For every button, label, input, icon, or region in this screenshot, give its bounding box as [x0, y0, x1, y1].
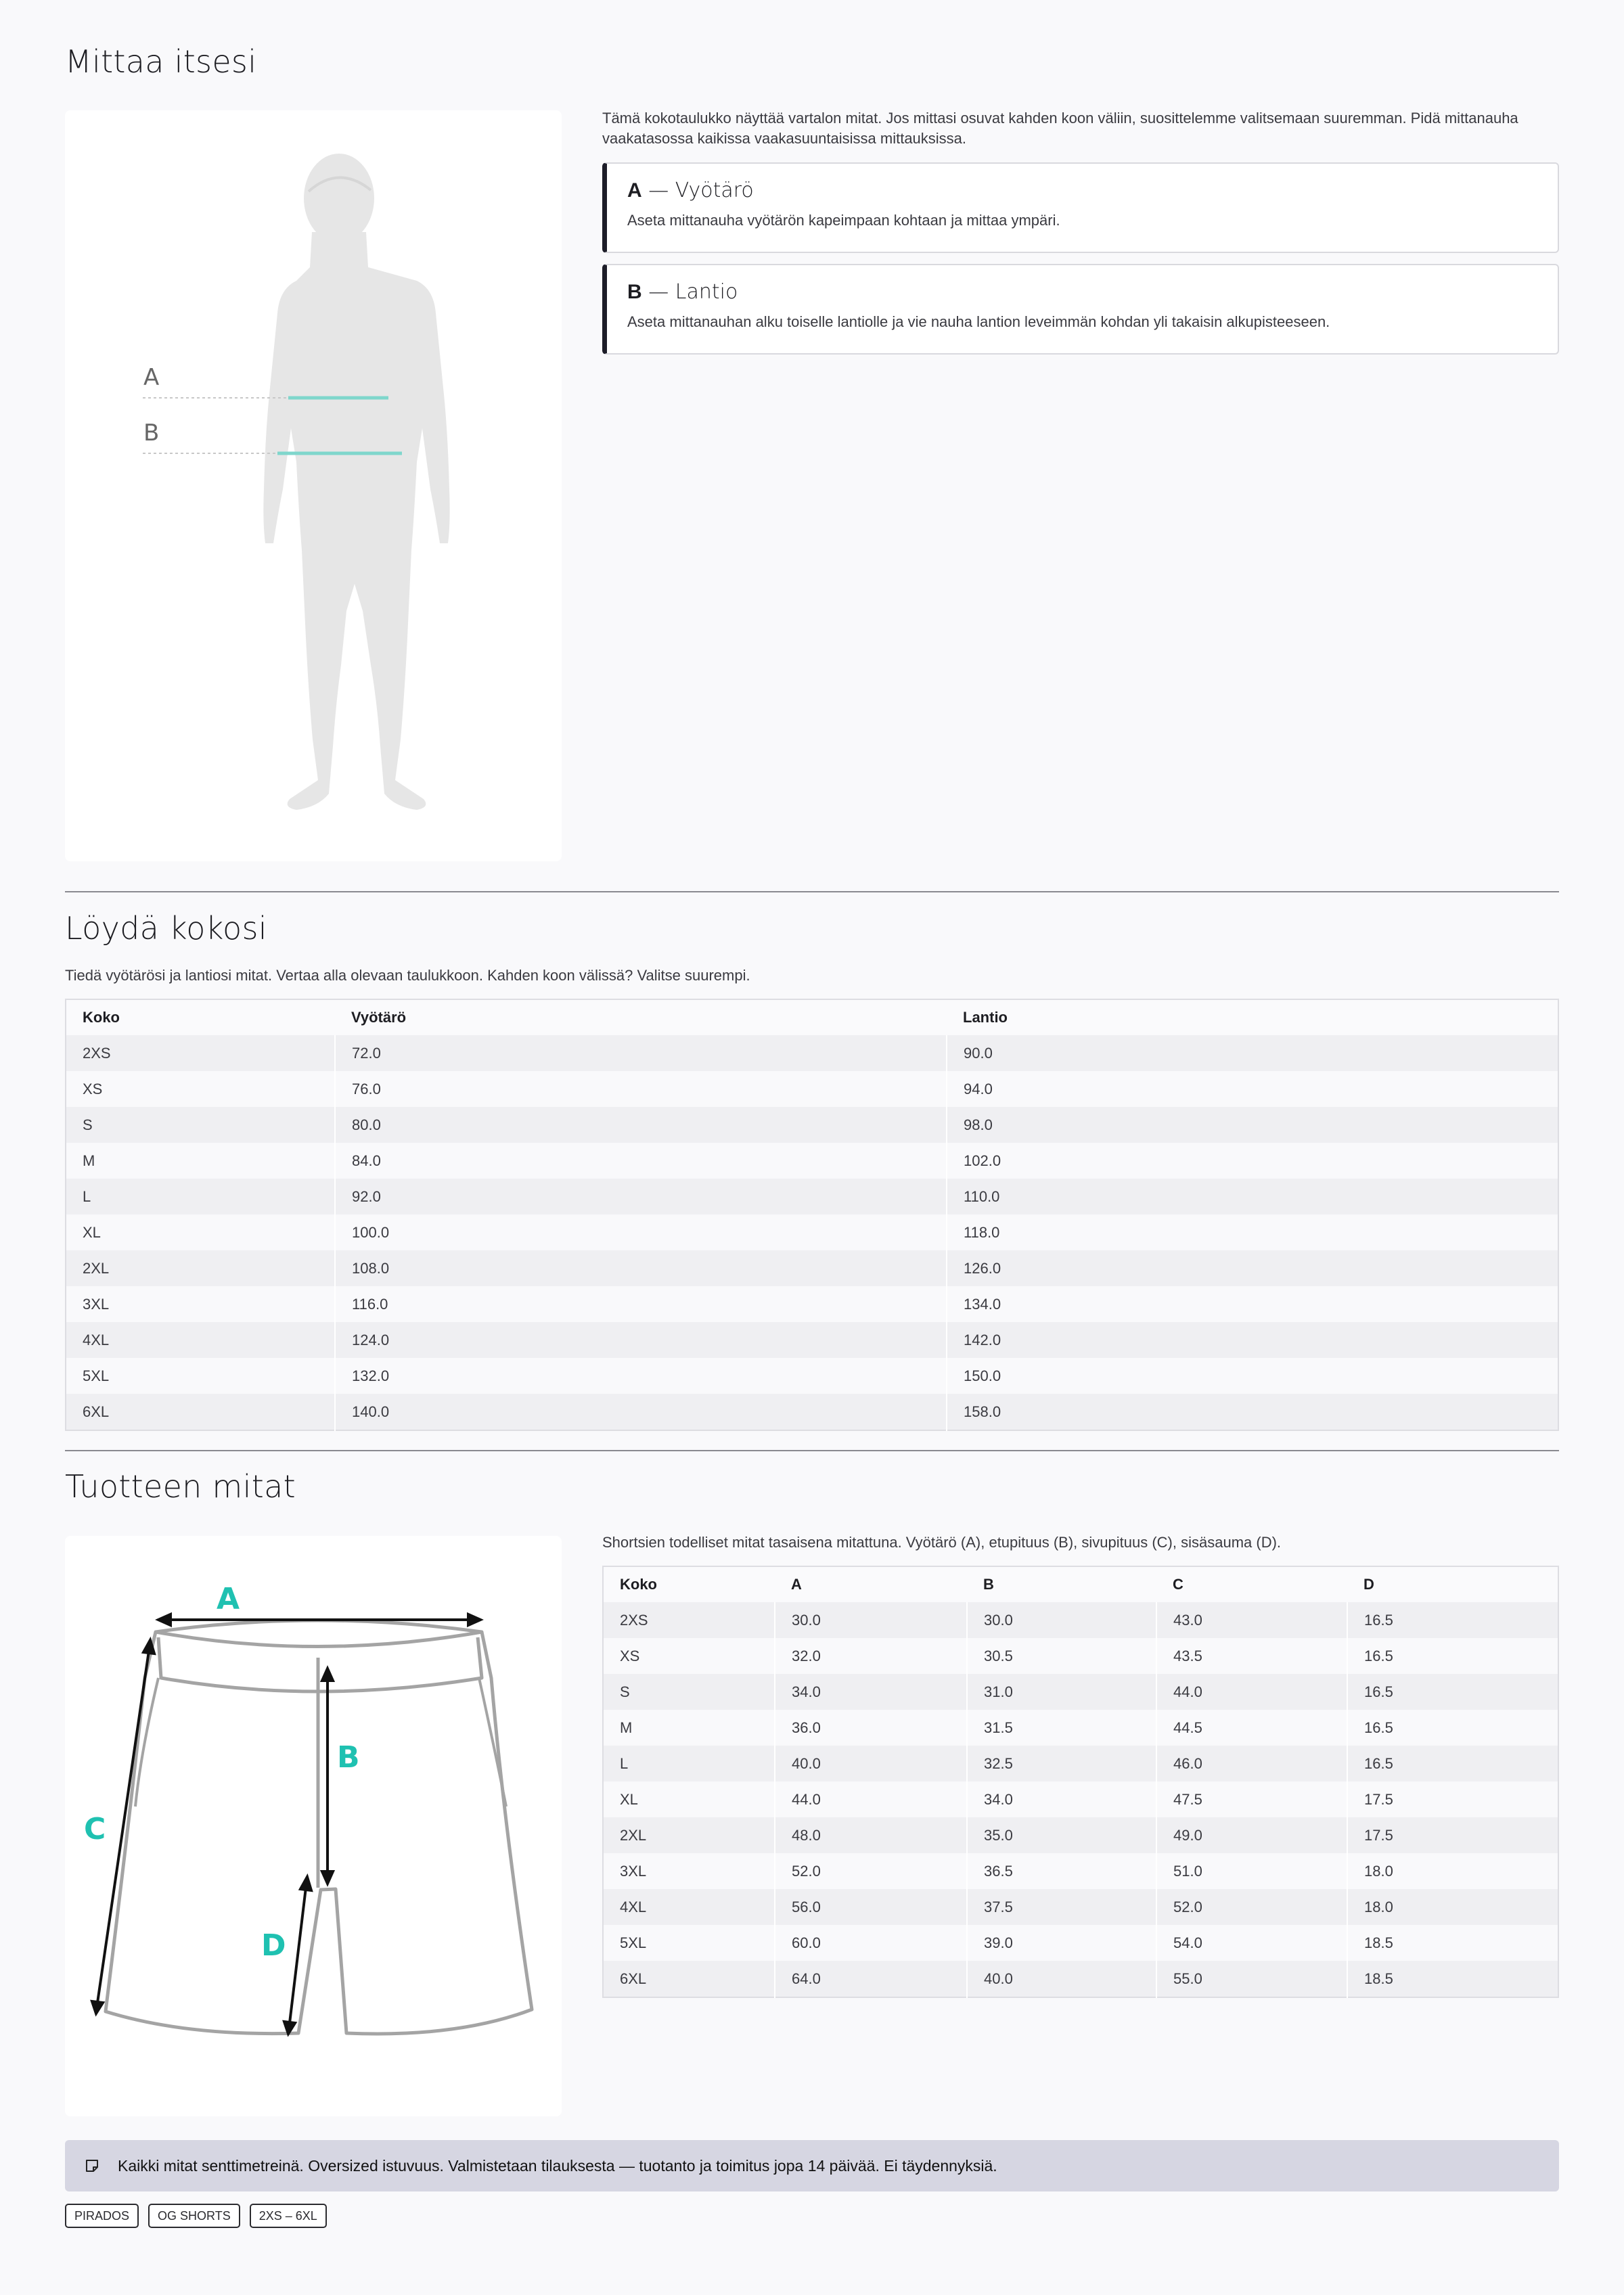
size-cell: XL: [66, 1214, 335, 1250]
measurement-cell: 16.5: [1347, 1710, 1558, 1746]
size-cell: 6XL: [66, 1394, 335, 1430]
size-cell: M: [603, 1710, 775, 1746]
body-silhouette-illustration: [65, 110, 562, 861]
column-header: Koko: [66, 999, 335, 1035]
measurement-cell: 18.5: [1347, 1961, 1558, 1997]
measurement-cell: 46.0: [1156, 1746, 1347, 1781]
shorts-figure-panel: [65, 1536, 562, 2116]
column-header: Vyötärö: [335, 999, 947, 1035]
measurement-cell: 16.5: [1347, 1746, 1558, 1781]
diagram-label-c: C: [84, 1812, 106, 1846]
tag-product[interactable]: OG SHORTS: [148, 2204, 240, 2228]
measurement-cell: 47.5: [1156, 1781, 1347, 1817]
callout-name: — Lantio: [648, 280, 738, 304]
measurement-cell: 142.0: [947, 1322, 1558, 1358]
diagram-label-a: A: [217, 1582, 240, 1616]
size-cell: 2XL: [603, 1817, 775, 1853]
table-header-row: [66, 999, 1558, 1035]
table-row: [66, 1214, 1558, 1250]
measurement-cell: 126.0: [947, 1250, 1558, 1286]
tag-size-range[interactable]: 2XS – 6XL: [250, 2204, 327, 2228]
callout-letter: B: [627, 281, 642, 303]
measurement-cell: 98.0: [947, 1107, 1558, 1143]
table-row: [603, 1853, 1558, 1889]
table-row: [603, 1817, 1558, 1853]
figure-label-b: B: [143, 419, 160, 447]
size-cell: 2XS: [66, 1035, 335, 1071]
table-row: [603, 1746, 1558, 1781]
measurement-cell: 49.0: [1156, 1817, 1347, 1853]
measurement-cell: 44.0: [775, 1781, 967, 1817]
column-header: Koko: [603, 1566, 775, 1602]
diagram-label-b: B: [337, 1740, 360, 1775]
measurement-cell: 60.0: [775, 1925, 967, 1961]
table-row: [66, 1358, 1558, 1394]
measurement-cell: 116.0: [335, 1286, 947, 1322]
size-cell: 6XL: [603, 1961, 775, 1997]
measurement-cell: 34.0: [967, 1781, 1156, 1817]
measurement-cell: 31.0: [967, 1674, 1156, 1710]
table-row: [66, 1286, 1558, 1322]
product-size-table: [602, 1566, 1559, 1998]
size-cell: 3XL: [603, 1853, 775, 1889]
size-cell: 4XL: [603, 1889, 775, 1925]
table-row: [603, 1674, 1558, 1710]
size-cell: XS: [603, 1638, 775, 1674]
table-row: [66, 1394, 1558, 1430]
section-title-product-measurements: Tuotteen mitat: [65, 1468, 296, 1505]
measurement-cell: 52.0: [775, 1853, 967, 1889]
size-cell: XL: [603, 1781, 775, 1817]
measurement-cell: 110.0: [947, 1179, 1558, 1214]
column-header: C: [1156, 1566, 1347, 1602]
measurement-cell: 30.5: [967, 1638, 1156, 1674]
measurement-cell: 17.5: [1347, 1817, 1558, 1853]
note-text: Kaikki mitat senttimetreinä. Oversized istuvuus. Valmistetaan tilauksesta — tuotanto ja toimitus jopa 14 päivää. Ei täydennyksiä.: [118, 2156, 997, 2175]
size-cell: S: [603, 1674, 775, 1710]
size-cell: XS: [66, 1071, 335, 1107]
measurement-cell: 32.0: [775, 1638, 967, 1674]
measurement-cell: 37.5: [967, 1889, 1156, 1925]
measurement-cell: 76.0: [335, 1071, 947, 1107]
shorts-diagram-illustration: [65, 1536, 562, 2116]
measurement-cell: 51.0: [1156, 1853, 1347, 1889]
measurement-cell: 94.0: [947, 1071, 1558, 1107]
callout-desc: Aseta mittanauhan alku toiselle lantiolle ja vie nauha lantion leveimmän kohdan yli takaisin alkupisteeseen.: [627, 313, 1330, 330]
measurement-cell: 39.0: [967, 1925, 1156, 1961]
body-size-table: [65, 999, 1559, 1431]
measurement-cell: 92.0: [335, 1179, 947, 1214]
measurement-cell: 18.5: [1347, 1925, 1558, 1961]
table-row: [603, 1602, 1558, 1638]
info-note: [65, 2140, 1559, 2191]
section-divider: [65, 1450, 1559, 1451]
measurement-cell: 55.0: [1156, 1961, 1347, 1997]
measurement-cell: 52.0: [1156, 1889, 1347, 1925]
measurement-cell: 17.5: [1347, 1781, 1558, 1817]
measure-intro-text: Tämä kokotaulukko näyttää vartalon mitat. Jos mittasi osuvat kahden koon väliin, suosittelemme valitsemaan suuremman. Pidä mittanauha vaakatasossa kaikissa vaakasuuntaisissa mittauksissa.: [602, 110, 1518, 147]
callout-name: — Vyötärö: [648, 179, 754, 202]
measurement-cell: 72.0: [335, 1035, 947, 1071]
measurement-cell: 16.5: [1347, 1602, 1558, 1638]
size-cell: 3XL: [66, 1286, 335, 1322]
size-cell: 2XL: [66, 1250, 335, 1286]
measurement-cell: 32.5: [967, 1746, 1156, 1781]
measurement-cell: 100.0: [335, 1214, 947, 1250]
measurement-cell: 36.0: [775, 1710, 967, 1746]
measurement-cell: 40.0: [967, 1961, 1156, 1997]
callout-hip: [602, 264, 1559, 355]
measurement-cell: 150.0: [947, 1358, 1558, 1394]
table-row: [603, 1961, 1558, 1997]
size-cell: M: [66, 1143, 335, 1179]
table-row: [66, 1250, 1558, 1286]
diagram-label-d: D: [261, 1928, 286, 1963]
table-row: [603, 1889, 1558, 1925]
measurement-cell: 80.0: [335, 1107, 947, 1143]
table-row: [66, 1071, 1558, 1107]
table-row: [603, 1781, 1558, 1817]
size-cell: 2XS: [603, 1602, 775, 1638]
size-cell: S: [66, 1107, 335, 1143]
column-header: A: [775, 1566, 967, 1602]
measurement-cell: 102.0: [947, 1143, 1558, 1179]
note-icon: [85, 2159, 99, 2173]
table-row: [603, 1638, 1558, 1674]
column-header: Lantio: [947, 999, 1558, 1035]
measurement-cell: 40.0: [775, 1746, 967, 1781]
callout-desc: Aseta mittanauha vyötärön kapeimpaan kohtaan ja mittaa ympäri.: [627, 212, 1060, 229]
section-title-find-size: Löydä kokosi: [65, 910, 267, 947]
table-row: [66, 1035, 1558, 1071]
measurement-cell: 34.0: [775, 1674, 967, 1710]
measurement-cell: 132.0: [335, 1358, 947, 1394]
measurement-cell: 118.0: [947, 1214, 1558, 1250]
measurement-cell: 44.0: [1156, 1674, 1347, 1710]
measurement-cell: 30.0: [775, 1602, 967, 1638]
measurement-cell: 43.0: [1156, 1602, 1347, 1638]
measurement-cell: 56.0: [775, 1889, 967, 1925]
measurement-cell: 16.5: [1347, 1674, 1558, 1710]
table-row: [66, 1322, 1558, 1358]
column-header: B: [967, 1566, 1156, 1602]
measurement-cell: 30.0: [967, 1602, 1156, 1638]
size-cell: 5XL: [603, 1925, 775, 1961]
size-cell: L: [603, 1746, 775, 1781]
product-measurements-intro-text: Shortsien todelliset mitat tasaisena mitattuna. Vyötärö (A), etupituus (B), sivupituus (C), sisäsauma (D).: [602, 1534, 1282, 1551]
table-header-row: [603, 1566, 1558, 1602]
measurement-cell: 18.0: [1347, 1889, 1558, 1925]
measurement-cell: 31.5: [967, 1710, 1156, 1746]
measurement-cell: 48.0: [775, 1817, 967, 1853]
measurement-cell: 140.0: [335, 1394, 947, 1430]
callout-letter: A: [627, 179, 642, 202]
measurement-cell: 90.0: [947, 1035, 1558, 1071]
measurement-cell: 43.5: [1156, 1638, 1347, 1674]
table-row: [603, 1710, 1558, 1746]
section-divider: [65, 891, 1559, 892]
measurement-cell: 54.0: [1156, 1925, 1347, 1961]
table-row: [66, 1179, 1558, 1214]
column-header: D: [1347, 1566, 1558, 1602]
measurement-cell: 36.5: [967, 1853, 1156, 1889]
body-figure-panel: [65, 110, 562, 861]
measurement-cell: 134.0: [947, 1286, 1558, 1322]
tag-list: [65, 2204, 327, 2228]
section-title-measure: Mittaa itsesi: [65, 43, 257, 80]
measurement-cell: 18.0: [1347, 1853, 1558, 1889]
tag-brand[interactable]: PIRADOS: [65, 2204, 139, 2228]
find-size-intro-text: Tiedä vyötärösi ja lantiosi mitat. Vertaa alla olevaan taulukkoon. Kahden koon välissä? Valitse suurempi.: [65, 967, 750, 984]
measurement-cell: 84.0: [335, 1143, 947, 1179]
size-cell: 4XL: [66, 1322, 335, 1358]
table-row: [603, 1925, 1558, 1961]
callout-waist: [602, 162, 1559, 253]
table-row: [66, 1143, 1558, 1179]
figure-label-a: A: [143, 364, 160, 391]
measurement-cell: 64.0: [775, 1961, 967, 1997]
measurement-cell: 44.5: [1156, 1710, 1347, 1746]
size-cell: 5XL: [66, 1358, 335, 1394]
measurement-cell: 158.0: [947, 1394, 1558, 1430]
table-row: [66, 1107, 1558, 1143]
size-cell: L: [66, 1179, 335, 1214]
measurement-cell: 108.0: [335, 1250, 947, 1286]
measurement-cell: 124.0: [335, 1322, 947, 1358]
measurement-cell: 16.5: [1347, 1638, 1558, 1674]
measurement-cell: 35.0: [967, 1817, 1156, 1853]
